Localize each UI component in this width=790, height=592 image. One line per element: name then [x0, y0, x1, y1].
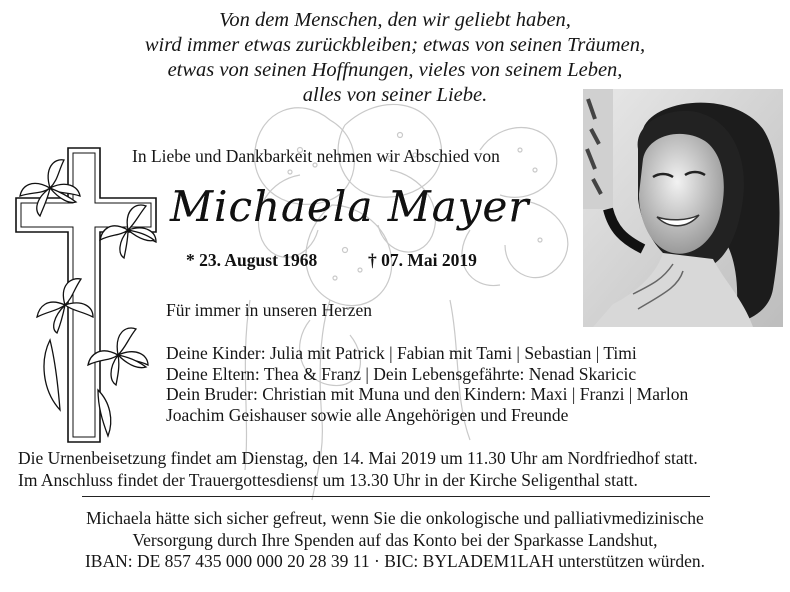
cross-with-lilies-icon — [10, 140, 170, 450]
mourners-children: Deine Kinder: Julia mit Patrick | Fabian mit Tami | Sebastian | Timi — [166, 343, 637, 363]
donation-request — [0, 508, 790, 573]
poem-line: wird immer etwas zurückbleiben; etwas von seinen Träumen, — [144, 34, 646, 56]
funeral-service-info — [18, 448, 698, 491]
mourners-brother: Dein Bruder: Christian mit Muna und den Kindern: Maxi | Franzi | Marlon — [166, 384, 689, 404]
mourners-parents: Deine Eltern: Thea & Franz | Dein Lebensgefährte: Nenad Skaricic — [166, 363, 637, 384]
mass-info: Im Anschluss findet der Trauergottesdienst um 13.30 Uhr in der Kirche Seligenthal statt. — [18, 469, 638, 490]
birth-date: * 23. August 1968 — [186, 250, 318, 270]
burial-info: Die Urnenbeisetzung findet am Dienstag, den 14. Mai 2019 um 11.30 Uhr am Nordfriedhof statt. — [18, 448, 698, 468]
deceased-name: Michaela Mayer — [170, 182, 530, 231]
dedication-line: Für immer in unseren Herzen — [166, 300, 373, 320]
poem-line: alles von seiner Liebe. — [302, 84, 488, 106]
portrait-photo — [583, 89, 783, 327]
donation-line: Versorgung durch Ihre Spenden auf das Konto bei der Sparkasse Landshut, — [132, 529, 658, 550]
mourners-others: Joachim Geishauser sowie alle Angehörigen und Freunde — [166, 404, 569, 425]
donation-line: Michaela hätte sich sicher gefreut, wenn Sie die onkologische und palliativmedizinische — [86, 508, 704, 528]
divider — [82, 496, 710, 497]
death-date: † 07. Mai 2019 — [368, 250, 477, 270]
mourners-list — [166, 343, 688, 425]
poem-line: Von dem Menschen, den wir geliebt haben, — [219, 9, 571, 31]
poem-line: etwas von seinen Hoffnungen, vieles von seinem Leben, — [167, 59, 623, 81]
farewell-intro: In Liebe und Dankbarkeit nehmen wir Abschied von — [132, 146, 500, 166]
donation-bank-details: IBAN: DE 857 435 000 000 20 28 39 11 · BIC: BYLADEM1LAH unterstützen würden. — [84, 551, 706, 571]
